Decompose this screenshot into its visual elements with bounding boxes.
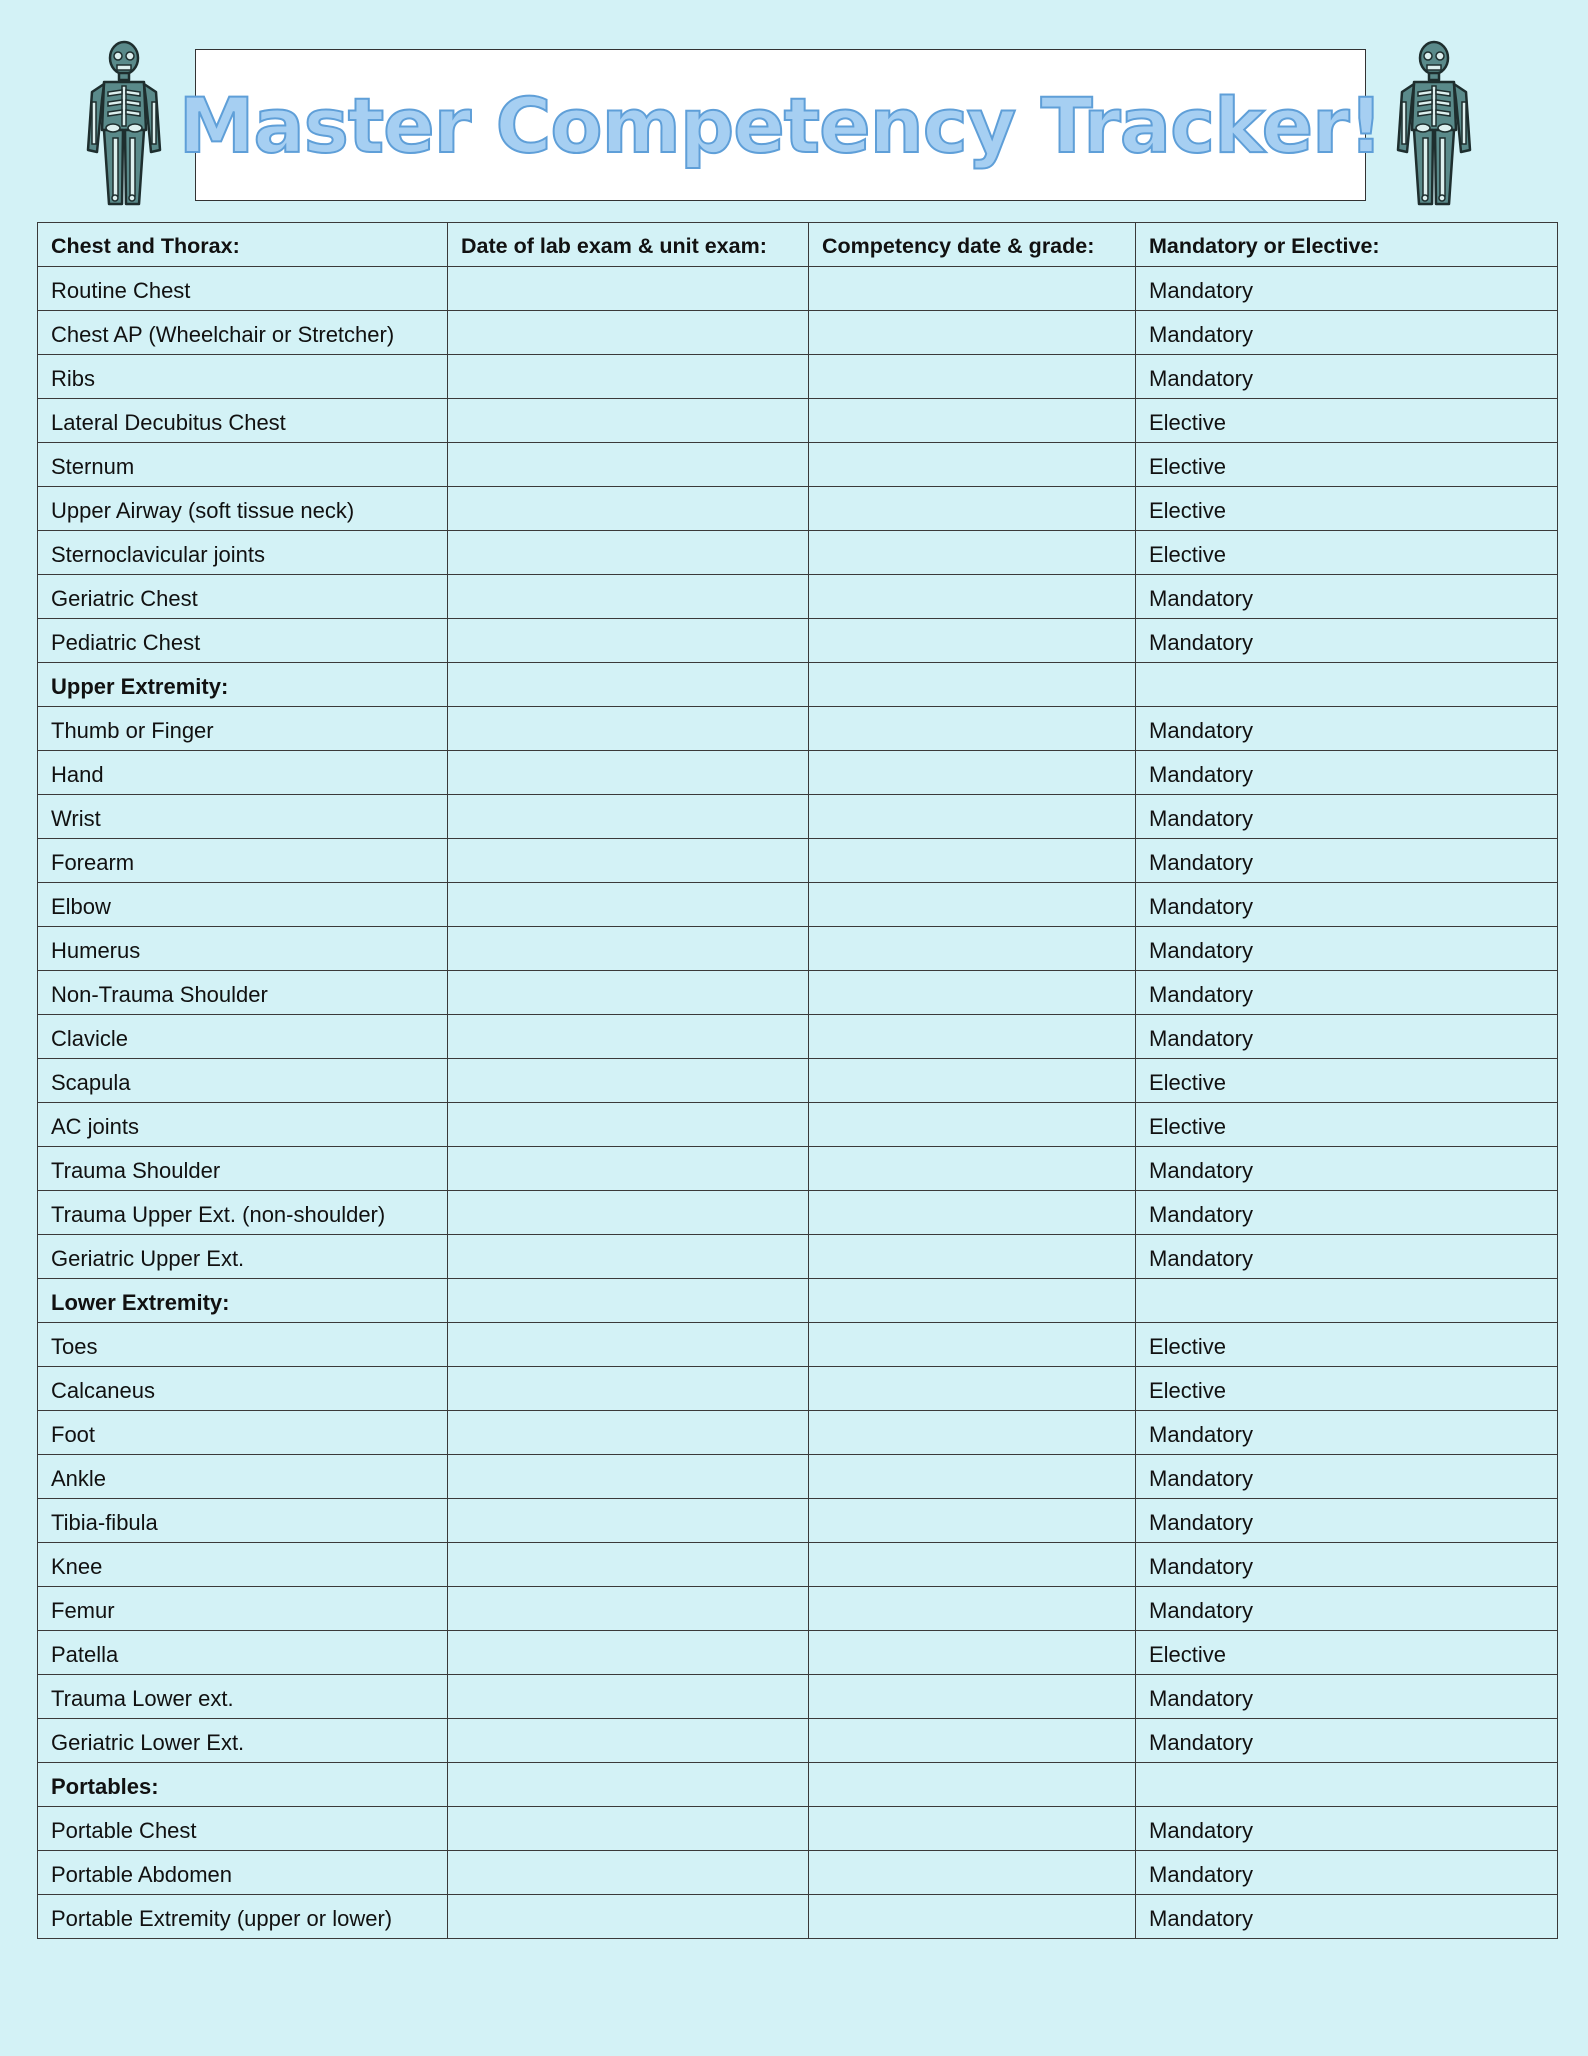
table-row [38, 1147, 1558, 1191]
table-row [38, 795, 1558, 839]
mandatory-elective-cell: Mandatory [1136, 1015, 1558, 1059]
exam-name-cell: Geriatric Chest [38, 575, 448, 619]
competency-date-grade-cell[interactable] [809, 1631, 1136, 1675]
competency-date-grade-cell[interactable] [809, 311, 1136, 355]
table-row [38, 883, 1558, 927]
competency-date-grade-cell[interactable] [809, 619, 1136, 663]
mandatory-elective-cell: Elective [1136, 1103, 1558, 1147]
mandatory-elective-cell: Mandatory [1136, 1147, 1558, 1191]
competency-date-grade-cell[interactable] [809, 1851, 1136, 1895]
mandatory-elective-cell [1136, 663, 1558, 707]
exam-name-cell: Hand [38, 751, 448, 795]
exam-name-cell: Femur [38, 1587, 448, 1631]
exam-name-cell: Upper Airway (soft tissue neck) [38, 487, 448, 531]
table-row [38, 1191, 1558, 1235]
competency-date-grade-cell[interactable] [809, 487, 1136, 531]
lab-exam-date-cell[interactable] [448, 927, 809, 971]
table-row [38, 1587, 1558, 1631]
competency-date-grade-cell[interactable] [809, 1455, 1136, 1499]
section-header-row [38, 1763, 1558, 1807]
competency-date-grade-cell[interactable] [809, 707, 1136, 751]
lab-exam-date-cell[interactable] [448, 1235, 809, 1279]
lab-exam-date-cell[interactable] [448, 971, 809, 1015]
competency-date-grade-cell[interactable] [809, 883, 1136, 927]
table-row [38, 1851, 1558, 1895]
lab-exam-date-cell[interactable] [448, 487, 809, 531]
mandatory-elective-cell: Mandatory [1136, 707, 1558, 751]
table-row [38, 1895, 1558, 1939]
skeleton-icon [1392, 40, 1476, 208]
mandatory-elective-cell: Mandatory [1136, 795, 1558, 839]
table-row [38, 311, 1558, 355]
table-row [38, 1675, 1558, 1719]
competency-date-grade-cell[interactable] [809, 1499, 1136, 1543]
competency-date-grade-cell[interactable] [809, 1059, 1136, 1103]
mandatory-elective-cell: Mandatory [1136, 311, 1558, 355]
table-row [38, 1235, 1558, 1279]
table-row [38, 267, 1558, 311]
competency-date-grade-cell[interactable] [809, 1191, 1136, 1235]
table-row [38, 1631, 1558, 1675]
section-header-row [38, 1279, 1558, 1323]
mandatory-elective-cell: Mandatory [1136, 575, 1558, 619]
header-section-chest-thorax: Chest and Thorax: [38, 223, 448, 267]
header-lab-exam-date: Date of lab exam & unit exam: [448, 223, 809, 267]
lab-exam-date-cell[interactable] [448, 311, 809, 355]
table-row [38, 707, 1558, 751]
exam-name-cell: Lateral Decubitus Chest [38, 399, 448, 443]
lab-exam-date-cell[interactable] [448, 751, 809, 795]
table-body [38, 267, 1558, 1939]
competency-date-grade-cell[interactable] [809, 795, 1136, 839]
table-row [38, 1455, 1558, 1499]
competency-date-grade-cell[interactable] [809, 663, 1136, 707]
title-box [178, 49, 1383, 201]
table-row [38, 751, 1558, 795]
mandatory-elective-cell: Elective [1136, 1059, 1558, 1103]
table-header-row [38, 223, 1558, 267]
exam-name-cell: Trauma Lower ext. [38, 1675, 448, 1719]
table-row [38, 399, 1558, 443]
mandatory-elective-cell [1136, 1763, 1558, 1807]
lab-exam-date-cell[interactable] [448, 1499, 809, 1543]
table-row [38, 1367, 1558, 1411]
mandatory-elective-cell: Mandatory [1136, 619, 1558, 663]
mandatory-elective-cell: Elective [1136, 1631, 1558, 1675]
exam-name-cell: Forearm [38, 839, 448, 883]
lab-exam-date-cell[interactable] [448, 1543, 809, 1587]
lab-exam-date-cell[interactable] [448, 443, 809, 487]
exam-name-cell: Sternum [38, 443, 448, 487]
exam-name-cell: Knee [38, 1543, 448, 1587]
competency-date-grade-cell[interactable] [809, 971, 1136, 1015]
mandatory-elective-cell: Mandatory [1136, 1851, 1558, 1895]
table-row [38, 1059, 1558, 1103]
mandatory-elective-cell: Mandatory [1136, 1543, 1558, 1587]
section-title-cell: Portables: [38, 1763, 448, 1807]
competency-date-grade-cell[interactable] [809, 399, 1136, 443]
lab-exam-date-cell[interactable] [448, 1323, 809, 1367]
lab-exam-date-cell[interactable] [448, 1631, 809, 1675]
table-row [38, 531, 1558, 575]
competency-table [37, 222, 1558, 1939]
competency-date-grade-cell[interactable] [809, 1543, 1136, 1587]
mandatory-elective-cell: Mandatory [1136, 1499, 1558, 1543]
competency-date-grade-cell[interactable] [809, 1367, 1136, 1411]
exam-name-cell: Foot [38, 1411, 448, 1455]
lab-exam-date-cell[interactable] [448, 1059, 809, 1103]
mandatory-elective-cell: Mandatory [1136, 1411, 1558, 1455]
lab-exam-date-cell[interactable] [448, 355, 809, 399]
lab-exam-date-cell[interactable] [448, 1015, 809, 1059]
mandatory-elective-cell: Elective [1136, 443, 1558, 487]
mandatory-elective-cell: Mandatory [1136, 927, 1558, 971]
table-row [38, 1323, 1558, 1367]
competency-date-grade-cell[interactable] [809, 1103, 1136, 1147]
lab-exam-date-cell[interactable] [448, 531, 809, 575]
exam-name-cell: Ankle [38, 1455, 448, 1499]
competency-date-grade-cell[interactable] [809, 927, 1136, 971]
competency-date-grade-cell[interactable] [809, 1719, 1136, 1763]
competency-date-grade-cell[interactable] [809, 531, 1136, 575]
table-row [38, 839, 1558, 883]
mandatory-elective-cell: Mandatory [1136, 1191, 1558, 1235]
exam-name-cell: Clavicle [38, 1015, 448, 1059]
table-row [38, 1719, 1558, 1763]
lab-exam-date-cell[interactable] [448, 399, 809, 443]
mandatory-elective-cell: Mandatory [1136, 971, 1558, 1015]
exam-name-cell: Patella [38, 1631, 448, 1675]
exam-name-cell: Geriatric Lower Ext. [38, 1719, 448, 1763]
lab-exam-date-cell[interactable] [448, 795, 809, 839]
mandatory-elective-cell [1136, 1279, 1558, 1323]
section-header-row [38, 663, 1558, 707]
competency-date-grade-cell[interactable] [809, 1323, 1136, 1367]
lab-exam-date-cell[interactable] [448, 1807, 809, 1851]
mandatory-elective-cell: Mandatory [1136, 751, 1558, 795]
exam-name-cell: Scapula [38, 1059, 448, 1103]
exam-name-cell: Elbow [38, 883, 448, 927]
lab-exam-date-cell[interactable] [448, 575, 809, 619]
lab-exam-date-cell[interactable] [448, 1103, 809, 1147]
lab-exam-date-cell[interactable] [448, 883, 809, 927]
lab-exam-date-cell[interactable] [448, 267, 809, 311]
exam-name-cell: Trauma Upper Ext. (non-shoulder) [38, 1191, 448, 1235]
mandatory-elective-cell: Mandatory [1136, 1587, 1558, 1631]
competency-date-grade-cell[interactable] [809, 839, 1136, 883]
competency-date-grade-cell[interactable] [809, 751, 1136, 795]
header-mandatory-elective: Mandatory or Elective: [1136, 223, 1558, 267]
exam-name-cell: Pediatric Chest [38, 619, 448, 663]
exam-name-cell: Toes [38, 1323, 448, 1367]
exam-name-cell: Portable Extremity (upper or lower) [38, 1895, 448, 1939]
exam-name-cell: Humerus [38, 927, 448, 971]
lab-exam-date-cell[interactable] [448, 839, 809, 883]
mandatory-elective-cell: Mandatory [1136, 267, 1558, 311]
lab-exam-date-cell[interactable] [448, 1763, 809, 1807]
lab-exam-date-cell[interactable] [448, 707, 809, 751]
table-row [38, 619, 1558, 663]
table-row [38, 1015, 1558, 1059]
lab-exam-date-cell[interactable] [448, 1279, 809, 1323]
header-competency-date-grade: Competency date & grade: [809, 223, 1136, 267]
mandatory-elective-cell: Mandatory [1136, 1807, 1558, 1851]
lab-exam-date-cell[interactable] [448, 1191, 809, 1235]
mandatory-elective-cell: Elective [1136, 1323, 1558, 1367]
mandatory-elective-cell: Mandatory [1136, 883, 1558, 927]
competency-date-grade-cell[interactable] [809, 1807, 1136, 1851]
mandatory-elective-cell: Elective [1136, 487, 1558, 531]
exam-name-cell: AC joints [38, 1103, 448, 1147]
lab-exam-date-cell[interactable] [448, 1455, 809, 1499]
competency-date-grade-cell[interactable] [809, 443, 1136, 487]
exam-name-cell: Thumb or Finger [38, 707, 448, 751]
exam-name-cell: Routine Chest [38, 267, 448, 311]
exam-name-cell: Calcaneus [38, 1367, 448, 1411]
mandatory-elective-cell: Elective [1136, 531, 1558, 575]
skeleton-icon [82, 40, 166, 208]
table-row [38, 971, 1558, 1015]
section-title-cell: Lower Extremity: [38, 1279, 448, 1323]
lab-exam-date-cell[interactable] [448, 619, 809, 663]
competency-date-grade-cell[interactable] [809, 1279, 1136, 1323]
section-title-cell: Upper Extremity: [38, 663, 448, 707]
competency-date-grade-cell[interactable] [809, 1411, 1136, 1455]
table-row [38, 1411, 1558, 1455]
competency-date-grade-cell[interactable] [809, 355, 1136, 399]
table-row [38, 487, 1558, 531]
competency-date-grade-cell[interactable] [809, 1235, 1136, 1279]
competency-date-grade-cell[interactable] [809, 575, 1136, 619]
table-row [38, 1543, 1558, 1587]
mandatory-elective-cell: Mandatory [1136, 1895, 1558, 1939]
exam-name-cell: Trauma Shoulder [38, 1147, 448, 1191]
competency-date-grade-cell[interactable] [809, 1147, 1136, 1191]
table-row [38, 1499, 1558, 1543]
table-row [38, 1807, 1558, 1851]
exam-name-cell: Non-Trauma Shoulder [38, 971, 448, 1015]
mandatory-elective-cell: Elective [1136, 399, 1558, 443]
exam-name-cell: Ribs [38, 355, 448, 399]
table-row [38, 1103, 1558, 1147]
lab-exam-date-cell[interactable] [448, 663, 809, 707]
mandatory-elective-cell: Mandatory [1136, 1719, 1558, 1763]
exam-name-cell: Chest AP (Wheelchair or Stretcher) [38, 311, 448, 355]
page-title: Master Competency Tracker! [178, 80, 1383, 170]
competency-date-grade-cell[interactable] [809, 1675, 1136, 1719]
exam-name-cell: Portable Abdomen [38, 1851, 448, 1895]
table-row [38, 575, 1558, 619]
competency-date-grade-cell[interactable] [809, 267, 1136, 311]
competency-date-grade-cell[interactable] [809, 1015, 1136, 1059]
competency-date-grade-cell[interactable] [809, 1895, 1136, 1939]
lab-exam-date-cell[interactable] [448, 1675, 809, 1719]
mandatory-elective-cell: Mandatory [1136, 1675, 1558, 1719]
lab-exam-date-cell[interactable] [448, 1411, 809, 1455]
mandatory-elective-cell: Elective [1136, 1367, 1558, 1411]
lab-exam-date-cell[interactable] [448, 1851, 809, 1895]
table-row [38, 443, 1558, 487]
exam-name-cell: Sternoclavicular joints [38, 531, 448, 575]
lab-exam-date-cell[interactable] [448, 1895, 809, 1939]
competency-date-grade-cell[interactable] [809, 1587, 1136, 1631]
lab-exam-date-cell[interactable] [448, 1587, 809, 1631]
lab-exam-date-cell[interactable] [448, 1719, 809, 1763]
lab-exam-date-cell[interactable] [448, 1147, 809, 1191]
lab-exam-date-cell[interactable] [448, 1367, 809, 1411]
exam-name-cell: Wrist [38, 795, 448, 839]
table-row [38, 927, 1558, 971]
mandatory-elective-cell: Mandatory [1136, 1455, 1558, 1499]
exam-name-cell: Portable Chest [38, 1807, 448, 1851]
exam-name-cell: Tibia-fibula [38, 1499, 448, 1543]
mandatory-elective-cell: Mandatory [1136, 355, 1558, 399]
competency-date-grade-cell[interactable] [809, 1763, 1136, 1807]
table-row [38, 355, 1558, 399]
mandatory-elective-cell: Mandatory [1136, 1235, 1558, 1279]
mandatory-elective-cell: Mandatory [1136, 839, 1558, 883]
exam-name-cell: Geriatric Upper Ext. [38, 1235, 448, 1279]
